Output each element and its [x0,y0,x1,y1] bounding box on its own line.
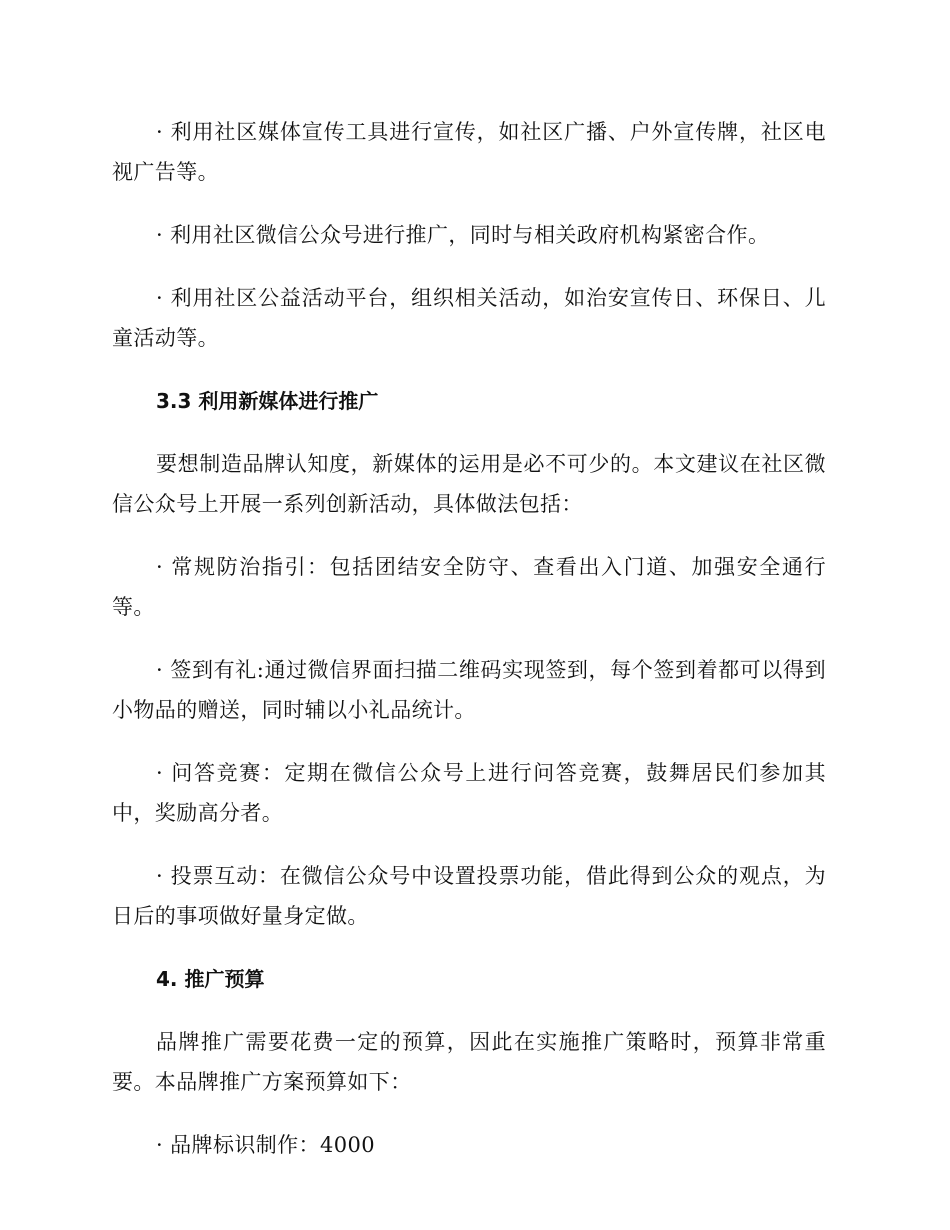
bullet-public-welfare: · 利用社区公益活动平台，组织相关活动，如治安宣传日、环保日、儿童活动等。 [112,286,826,350]
section-heading-4: 4. 推广预算 [156,967,265,991]
bullet-wechat-promotion: · 利用社区微信公众号进行推广，同时与相关政府机构紧密合作。 [156,223,770,247]
paragraph-new-media: 要想制造品牌认知度，新媒体的运用是必不可少的。本文建议在社区微信公众号上开展一系列创新活动，具体做法包括： [112,452,826,516]
document-page [112,112,826,1188]
bullet-quiz-contest: · 问答竞赛：定期在微信公众号上进行问答竞赛，鼓舞居民们参加其中，奖励高分者。 [112,761,826,825]
section-heading-3-3: 3.3 利用新媒体进行推广 [156,389,379,413]
bullet-logo-cost: · 品牌标识制作：4000 [156,1133,375,1157]
bullet-security-guide: · 常规防治指引：包括团结安全防守、查看出入门道、加强安全通行等。 [112,555,826,619]
bullet-media-tools: · 利用社区媒体宣传工具进行宣传，如社区广播、户外宣传牌，社区电视广告等。 [112,120,826,184]
bullet-checkin-gift: · 签到有礼:通过微信界面扫描二维码实现签到，每个签到着都可以得到小物品的赠送，同时辅以小礼品统计。 [112,658,826,722]
paragraph-budget: 品牌推广需要花费一定的预算，因此在实施推广策略时，预算非常重要。本品牌推广方案预算如下： [112,1030,826,1094]
bullet-voting: · 投票互动：在微信公众号中设置投票功能，借此得到公众的观点，为日后的事项做好量身定做。 [112,864,826,928]
